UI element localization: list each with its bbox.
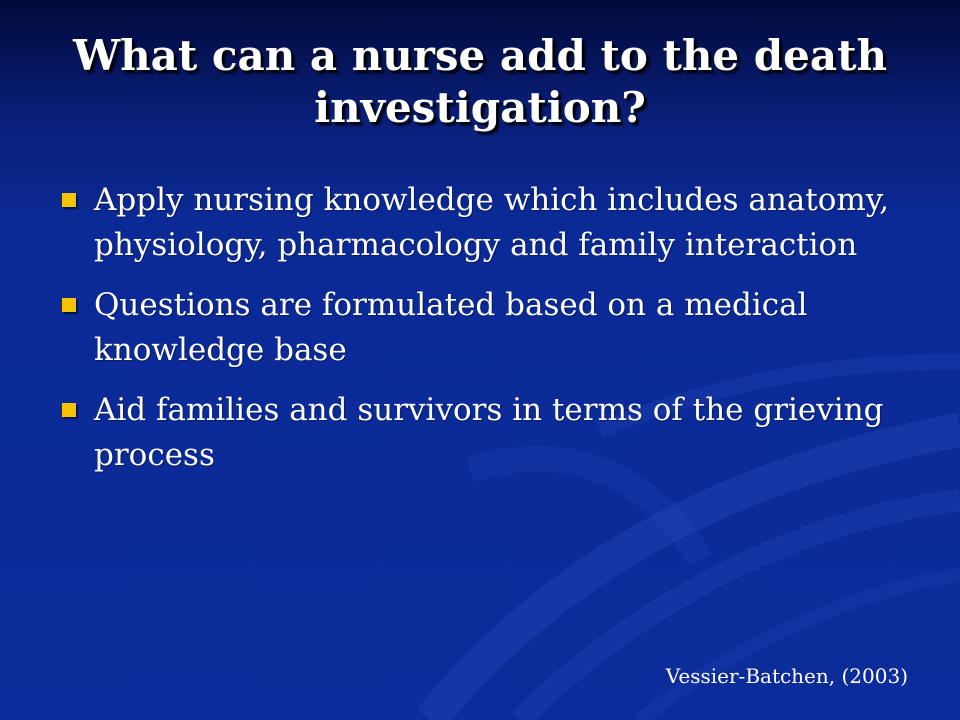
bullet-item xyxy=(56,178,916,268)
bullet-text: Questions are formulated based on a medical knowledge base xyxy=(94,287,808,368)
square-bullet-icon xyxy=(62,403,76,417)
slide-title: What can a nurse add to the death investigation? xyxy=(72,31,888,132)
square-bullet-icon xyxy=(62,298,76,312)
bullet-list xyxy=(56,178,916,493)
square-bullet-icon xyxy=(62,193,76,207)
citation: Vessier-Batchen, (2003) xyxy=(665,664,908,688)
bullet-text: Apply nursing knowledge which includes anatomy, physiology, pharmacology and family interaction xyxy=(94,182,890,263)
bullet-item xyxy=(56,283,916,373)
bullet-item xyxy=(56,388,916,478)
bullet-text: Aid families and survivors in terms of the grieving process xyxy=(94,392,884,473)
